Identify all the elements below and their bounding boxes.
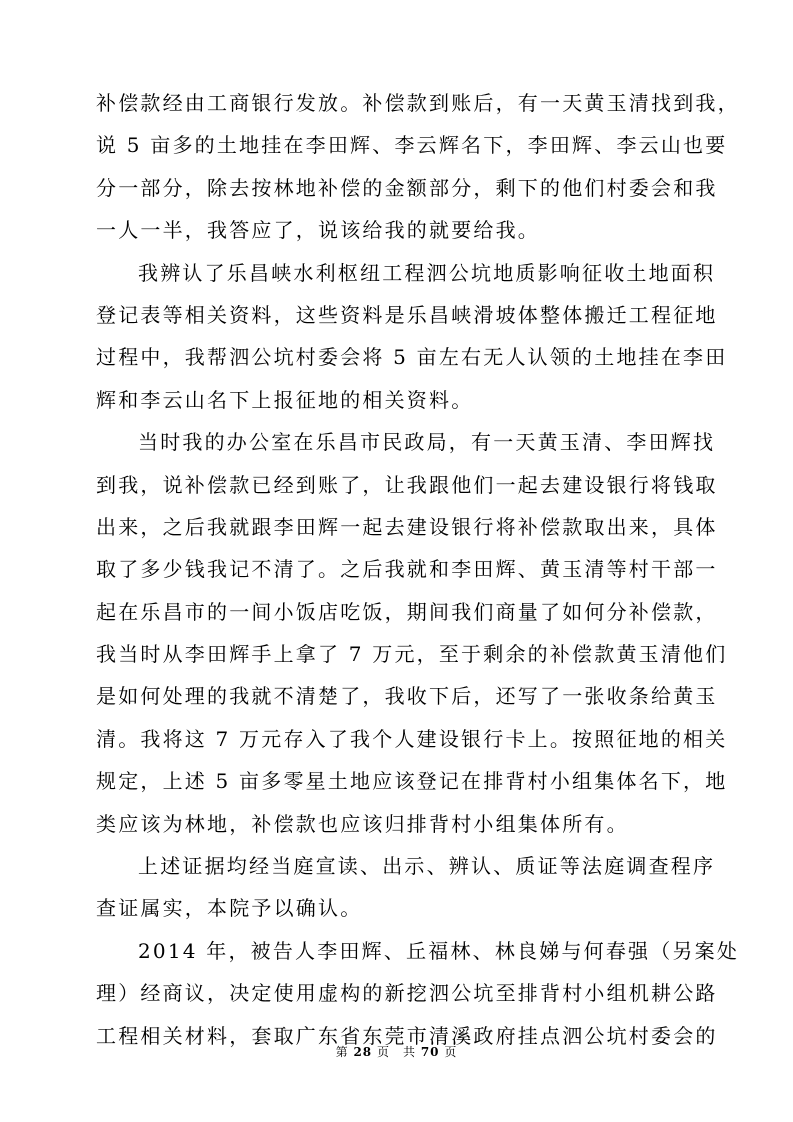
footer-total-pages: 70: [420, 1045, 440, 1059]
text-line: 到我，说补偿款已经到账了，让我跟他们一起去建设银行将钱取: [96, 472, 718, 497]
text-line: 当时我的办公室在乐昌市民政局，有一天黄玉清、李田辉找: [138, 430, 716, 455]
text-line: 查证属实，本院予以确认。: [96, 896, 363, 921]
body-text: [96, 82, 740, 1057]
paragraph: [96, 845, 716, 930]
text-line: 过程中，我帮泗公坑村委会将 5 亩左右无人认领的土地挂在李田: [96, 345, 728, 370]
text-line: 出来，之后我就跟李田辉一起去建设银行将补偿款取出来，具体: [96, 514, 718, 539]
page-footer: [0, 1043, 793, 1060]
text-line: 上述证据均经当庭宣读、出示、辨认、质证等法庭调查程序: [138, 854, 716, 879]
text-line: 取了多少钱我记不清了。之后我就和李田辉、黄玉清等村干部一: [96, 557, 718, 582]
text-line: 2014 年，被告人李田辉、丘福林、林良娣与何春强（另案处: [138, 938, 740, 963]
paragraph: [96, 252, 728, 422]
text-line: 我辨认了乐昌峡水利枢纽工程泗公坑地质影响征收土地面积: [138, 260, 716, 285]
paragraph: [96, 82, 740, 252]
text-line: 类应该为林地，补偿款也应该归排背村小组集体所有。: [96, 811, 629, 836]
footer-prefix: 第: [335, 1045, 349, 1059]
text-line: 工程相关材料，套取广东省东莞市清溪政府挂点泗公坑村委会的: [96, 1023, 718, 1048]
footer-middle: 页 共: [376, 1045, 416, 1059]
text-line: 清。我将这 7 万元存入了我个人建设银行卡上。按照征地的相关: [96, 726, 728, 751]
text-line: 说 5 亩多的土地挂在李田辉、李云辉名下，李田辉、李云山也要: [96, 133, 728, 158]
text-line: 辉和李云山名下上报征地的相关资料。: [96, 387, 474, 412]
text-line: 理）经商议，决定使用虚构的新挖泗公坑至排背村小组机耕公路: [96, 981, 718, 1006]
footer-page-number: 28: [353, 1045, 373, 1059]
paragraph: [96, 421, 728, 845]
text-line: 是如何处理的我就不清楚了，我收下后，还写了一张收条给黄玉: [96, 684, 718, 709]
paragraph: [96, 930, 740, 1057]
text-line: 规定，上述 5 亩多零星土地应该登记在排背村小组集体名下，地: [96, 769, 728, 794]
text-line: 补偿款经由工商银行发放。补偿款到账后，有一天黄玉清找到我，: [96, 91, 740, 115]
text-line: 一人一半，我答应了，说该给我的就要给我。: [96, 218, 540, 243]
footer-suffix: 页: [444, 1045, 458, 1059]
text-line: 登记表等相关资料，这些资料是乐昌峡滑坡体整体搬迁工程征地: [96, 302, 718, 327]
text-line: 分一部分，除去按林地补偿的金额部分，剩下的他们村委会和我: [96, 175, 718, 200]
text-line: 起在乐昌市的一间小饭店吃饭，期间我们商量了如何分补偿款，: [96, 599, 718, 624]
text-line: 我当时从李田辉手上拿了 7 万元，至于剩余的补偿款黄玉清他们: [96, 642, 728, 667]
